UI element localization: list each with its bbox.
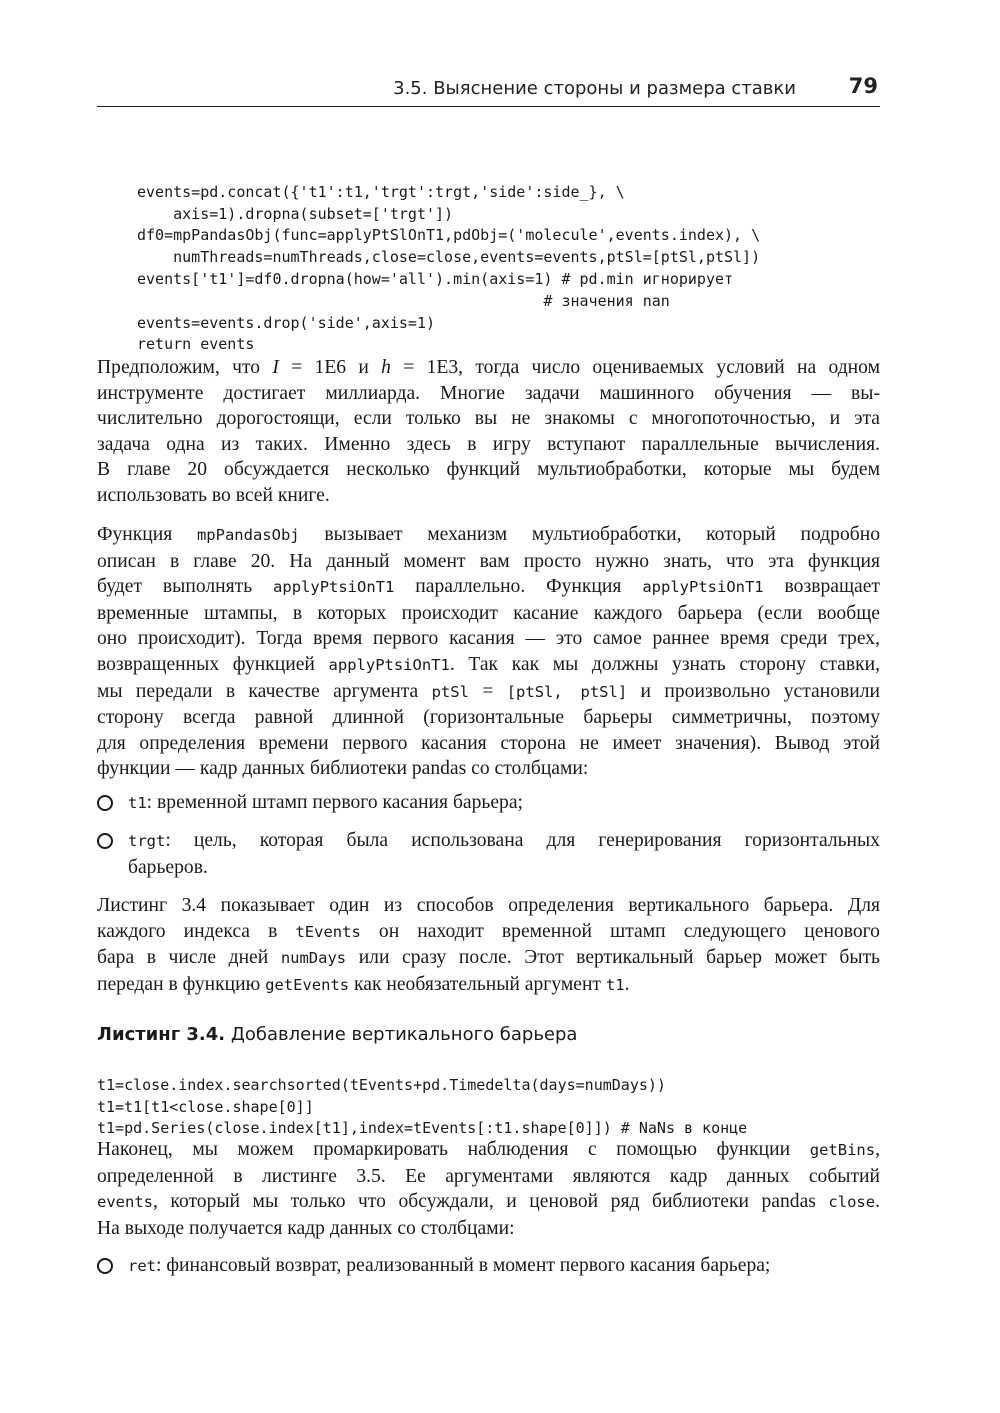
code-line: t1=t1[t1<close.shape[0]] bbox=[97, 1097, 314, 1116]
inline-code: applyPtsiOnT1 bbox=[273, 578, 395, 597]
text-line: возвращенных функцией applyPtsiOnT1. Так как мы должны узнать сторону ставки, bbox=[97, 653, 880, 675]
list-item: ret: финансовый возврат, реализованный в момент первого касания барьера; bbox=[97, 1253, 880, 1280]
text-line: временные штампы, в которых происходит касание каждого барьера (если вообще bbox=[97, 602, 880, 624]
inline-code: applyPtsiOnT1 bbox=[328, 655, 450, 674]
code-line: events=events.drop('side',axis=1) bbox=[137, 313, 436, 332]
code-line: # значения nan bbox=[137, 291, 670, 310]
text-line: Наконец, мы можем промаркировать наблюдения с помощью функции getBins, bbox=[97, 1139, 880, 1160]
inline-code: ret bbox=[128, 1257, 156, 1275]
circle-bullet-icon bbox=[97, 1258, 113, 1274]
listing-title: Добавление вертикального барьера bbox=[225, 1024, 578, 1045]
text-line: числительно дорогостоящи, если только вы не знакомы с многопоточностью, и эта bbox=[97, 408, 880, 430]
inline-code: applyPtsiOnT1 bbox=[642, 578, 764, 597]
circle-bullet-icon bbox=[97, 795, 113, 811]
text-line: использовать во всей книге. bbox=[97, 484, 330, 506]
text-line: events, который мы только что обсуждали, и ценовой ряд библиотеки pandas close. bbox=[97, 1191, 880, 1213]
text-line: функции — кадр данных библиотеки pandas со столбцами: bbox=[97, 758, 589, 780]
paragraph-4 bbox=[97, 1137, 880, 1241]
text-line: бара в числе дней numDays или сразу после. Этот вертикальный барьер может быть bbox=[97, 947, 880, 969]
text-line: инструменте достигает миллиарда. Многие задачи машинного обучения — вы- bbox=[97, 382, 880, 404]
listing-caption bbox=[97, 1024, 577, 1045]
text-line: В главе 20 обсуждается несколько функций мультиобработки, которые мы будем bbox=[97, 459, 880, 481]
text-line: для определения времени первого касания сторона не имеет значения). Вывод этой bbox=[97, 732, 880, 754]
text-line: каждого индекса в tEvents он находит временной штамп следующего ценового bbox=[97, 920, 880, 942]
inline-code: numDays bbox=[280, 949, 347, 968]
text-line: определенной в листинге 3.5. Ее аргументами являются кадр данных событий bbox=[97, 1165, 880, 1187]
inline-code: getBins bbox=[809, 1141, 876, 1159]
text-line: мы передали в качестве аргумента ptSl = [ptSl, ptSl] и произвольно установили bbox=[97, 680, 880, 702]
paragraph-3 bbox=[97, 893, 880, 998]
inline-code: getEvents bbox=[265, 975, 350, 994]
circle-bullet-icon bbox=[97, 833, 113, 849]
code-line: events=pd.concat({'t1':t1,'trgt':trgt,'side':side_}, \ bbox=[137, 182, 625, 201]
inline-code: close bbox=[828, 1193, 876, 1212]
text-line: будет выполнять applyPtsiOnT1 параллельно. Функция applyPtsiOnT1 возвращает bbox=[97, 576, 880, 598]
text-line: оно происходит). Тогда время первого касания — это самое раннее время среди трех, bbox=[97, 628, 880, 650]
code-line: axis=1).dropna(subset=['trgt']) bbox=[137, 204, 454, 223]
text-line: Функция mpPandasObj вызывает механизм мультиобработки, который подробно bbox=[97, 524, 880, 545]
inline-code: tEvents bbox=[295, 922, 361, 941]
inline-code: [ptSl, ptSl] bbox=[506, 682, 628, 701]
inline-code: t1 bbox=[128, 794, 147, 812]
list-item: trgt: цель, которая была использована для генерирования горизонтальных барьеров. bbox=[97, 828, 880, 880]
inline-code: events bbox=[97, 1193, 153, 1212]
text-line: Предположим, что I = 1E6 и h = 1E3, тогда число оцениваемых условий на одном bbox=[97, 357, 880, 378]
code-line: df0=mpPandasObj(func=applyPtSlOnT1,pdObj=('molecule',events.index), \ bbox=[137, 226, 761, 245]
running-title: 3.5. Выяснение стороны и размера ставки bbox=[393, 78, 796, 99]
code-listing-events bbox=[137, 160, 760, 378]
text-line: передан в функцию getEvents как необязательный аргумент t1. bbox=[97, 973, 630, 995]
text-line: сторону всегда равной длинной (горизонтальные барьеры симметричны, поэтому bbox=[97, 707, 880, 729]
text-line: Листинг 3.4 показывает один из способов определения вертикального барьера. Для bbox=[97, 895, 880, 916]
inline-code: mpPandasObj bbox=[196, 526, 300, 544]
paragraph-2 bbox=[97, 522, 880, 782]
paragraph-1 bbox=[97, 355, 880, 509]
list-item: t1: временной штамп первого касания барьера; bbox=[97, 790, 880, 817]
code-line: events['t1']=df0.dropna(how='all').min(axis=1) # pd.min игнорирует bbox=[137, 269, 734, 288]
inline-code: trgt bbox=[128, 832, 166, 850]
inline-code: t1 bbox=[605, 975, 625, 994]
code-line: t1=close.index.searchsorted(tEvents+pd.Timedelta(days=numDays)) bbox=[97, 1075, 666, 1094]
text-line: задача одна из таких. Именно здесь в игру вступают параллельные вычисления. bbox=[97, 433, 880, 455]
code-line: t1=pd.Series(close.index[t1],index=tEvents[:t1.shape[0]]) # NaNs в конце bbox=[97, 1119, 748, 1138]
inline-code: ptSl bbox=[431, 682, 469, 701]
listing-label: Листинг 3.4. bbox=[97, 1024, 226, 1045]
code-line: numThreads=numThreads,close=close,events=events,ptSl=[ptSl,ptSl]) bbox=[137, 248, 761, 267]
text-line: На выходе получается кадр данных со столбцами: bbox=[97, 1217, 515, 1239]
text-line: описан в главе 20. На данный момент вам просто нужно знать, что эта функция bbox=[97, 550, 880, 572]
code-line: return events bbox=[137, 335, 255, 354]
page-header bbox=[97, 74, 880, 107]
page-number: 79 bbox=[848, 74, 878, 98]
